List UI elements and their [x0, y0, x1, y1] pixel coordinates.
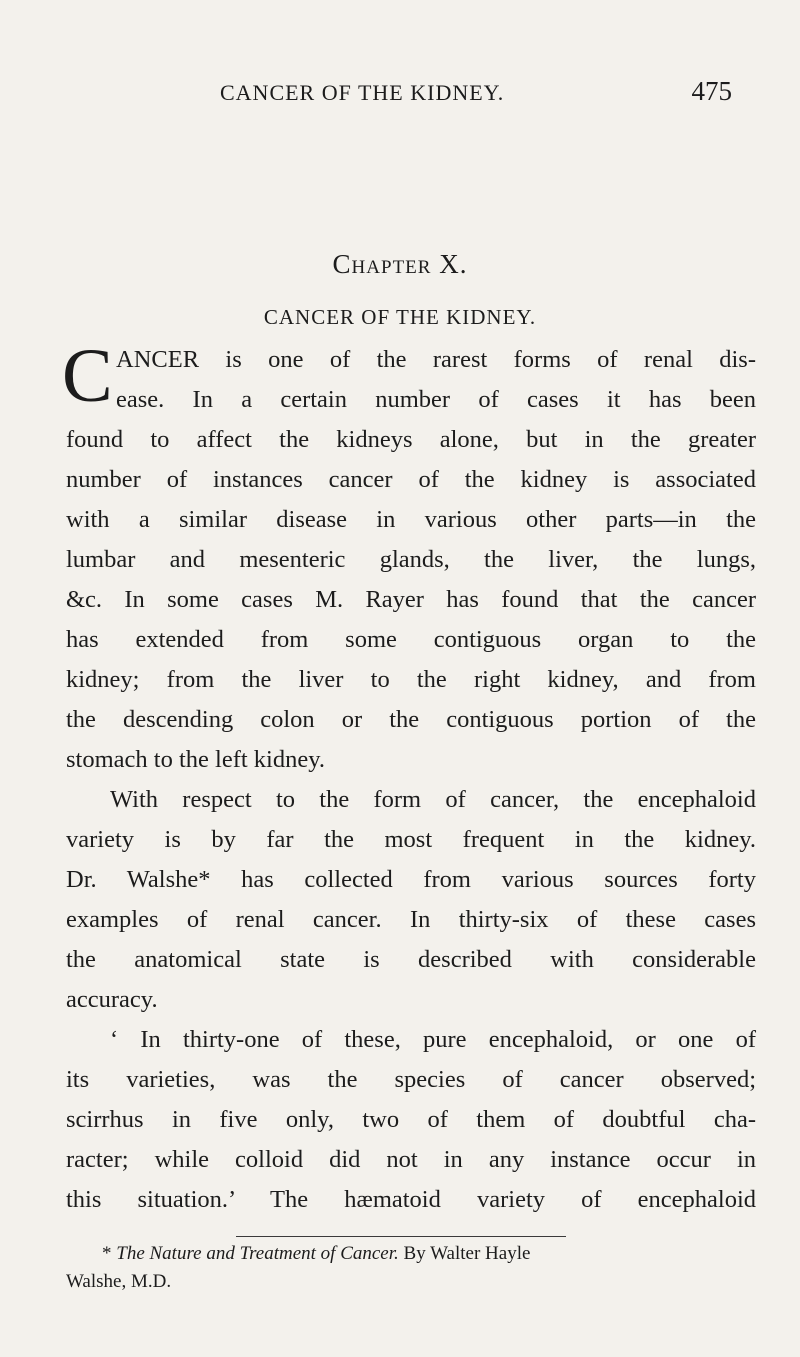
text-line: the anatomical state is described with considerable — [66, 946, 756, 973]
text-line: ANCER is one of the rarest forms of renal dis- — [116, 346, 756, 373]
text-line: stomach to the left kidney. — [66, 746, 325, 773]
text-line: has extended from some contiguous organ to the — [66, 626, 756, 653]
footnote-line — [66, 1240, 756, 1268]
footnote-rule — [236, 1236, 566, 1237]
text-line: lumbar and mesenteric glands, the liver, the lungs, — [66, 546, 756, 573]
text-line: ease. In a certain number of cases it has been — [116, 386, 756, 413]
text-line: the descending colon or the contiguous portion of the — [66, 706, 756, 733]
text-line: with a similar disease in various other parts—in the — [66, 506, 756, 533]
text-line: this situation.’ The hæmatoid variety of encephaloid — [66, 1186, 756, 1213]
text-line: found to affect the kidneys alone, but in the greater — [66, 426, 756, 453]
footnote-author: By Walter Hayle — [403, 1243, 531, 1264]
text-line: accuracy. — [66, 986, 158, 1013]
text-line: &c. In some cases M. Rayer has found that the cancer — [66, 586, 756, 613]
text-line: kidney; from the liver to the right kidney, and from — [66, 666, 756, 693]
running-head — [60, 76, 740, 120]
page-number: 475 — [691, 76, 732, 106]
footnote-marker: * — [102, 1243, 112, 1264]
text-line: scirrhus in five only, two of them of doubtful cha- — [66, 1106, 756, 1133]
text-line: its varieties, was the species of cancer observed; — [66, 1066, 756, 1093]
footnote-line-2: Walshe, M.D. — [66, 1271, 172, 1292]
footnote — [66, 1240, 756, 1296]
text-line: number of instances cancer of the kidney is associated — [66, 466, 756, 493]
running-title: CANCER OF THE KIDNEY. — [220, 80, 505, 105]
drop-cap: C — [62, 334, 113, 418]
text-line: racter; while colloid did not in any instance occur in — [66, 1146, 756, 1173]
section-heading: CANCER OF THE KIDNEY. — [263, 305, 537, 329]
footnote-book-title: The Nature and Treatment of Cancer. — [116, 1243, 399, 1264]
text-line: examples of renal cancer. In thirty-six of these cases — [66, 906, 756, 933]
text-line: ‘ In thirty-one of these, pure encephaloid, or one of — [110, 1026, 756, 1053]
text-line: With respect to the form of cancer, the encephaloid — [110, 786, 756, 813]
body-text — [62, 334, 756, 1220]
chapter-heading: Chapter X. — [332, 249, 468, 279]
text-line: variety is by far the most frequent in the kidney. — [66, 826, 756, 853]
text-line: Dr. Walshe* has collected from various sources forty — [66, 866, 756, 893]
